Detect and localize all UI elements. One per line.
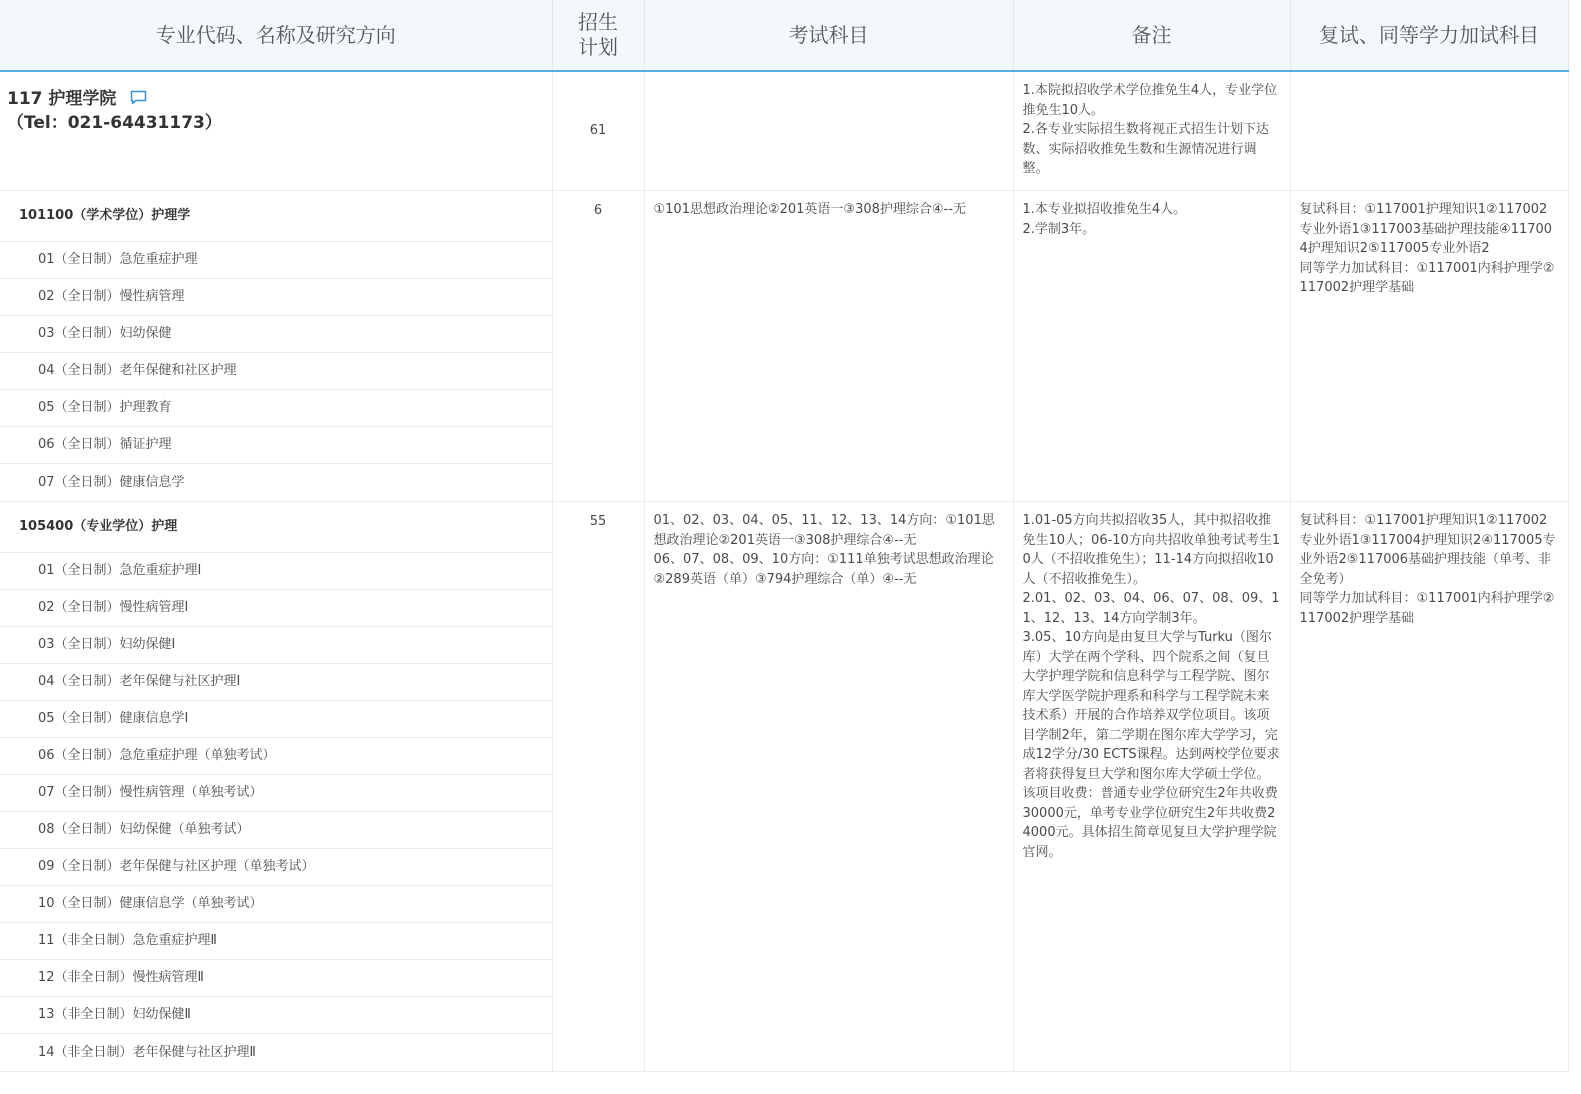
header-plan [552, 0, 644, 71]
direction-item: 10（全日制）健康信息学（单独考试） [0, 886, 552, 923]
college-plan: 61 [552, 71, 644, 191]
direction-item: 06（全日制）急危重症护理（单独考试） [0, 738, 552, 775]
major-plan-value: 55 [589, 514, 607, 529]
exam-line: 01、02、03、04、05、11、12、13、14方向：①101思想政治理论②201英语一③308护理综合④--无 [653, 513, 995, 548]
direction-item: 11（非全日制）急危重症护理Ⅱ [0, 923, 552, 960]
header-exam: 考试科目 [644, 0, 1013, 71]
college-tel: （Tel：021-64431173） [7, 113, 222, 133]
college-note-1: 1.本院拟招收学术学位推免生4人，专业学位推免生10人。 [1022, 83, 1278, 118]
direction-item: 08（全日制）妇幼保健（单独考试） [0, 812, 552, 849]
header-notes: 备注 [1013, 0, 1290, 71]
direction-item: 07（全日制）慢性病管理（单独考试） [0, 775, 552, 812]
college-notes [1013, 71, 1290, 191]
header-plan-line-1: 招生 [578, 10, 618, 34]
header-major: 专业代码、名称及研究方向 [0, 0, 552, 71]
exam-line: 06、07、08、09、10方向：①111单独考试思想政治理论②289英语（单）③794护理综合（单）④--无 [653, 552, 994, 587]
major-plan [552, 502, 644, 1072]
header-row [0, 0, 1568, 71]
college-retest [1290, 71, 1568, 191]
direction-item: 04（全日制）老年保健与社区护理Ⅰ [0, 664, 552, 701]
major-cell [0, 191, 552, 502]
college-cell [0, 71, 552, 191]
major-exam [644, 502, 1013, 1072]
major-cell [0, 502, 552, 1072]
direction-item: 05（全日制）健康信息学Ⅰ [0, 701, 552, 738]
direction-item: 01（全日制）急危重症护理 [0, 242, 552, 279]
major-title[interactable]: 105400（专业学位）护理 [0, 502, 552, 553]
header-plan-line-2: 计划 [578, 35, 618, 59]
note-line: 1.01-05方向共拟招收35人，其中拟招收推免生10人；06-10方向共招收单独考试考生10人（不招收推免生）；11-14方向拟招收10人（不招收推免生）。 [1022, 513, 1281, 587]
direction-item: 03（全日制）妇幼保健Ⅰ [0, 627, 552, 664]
retest-line: 同等学力加试科目：①117001内科护理学②117002护理学基础 [1299, 260, 1555, 295]
college-row [0, 71, 1568, 191]
direction-item: 02（全日制）慢性病管理Ⅰ [0, 590, 552, 627]
major-retest [1290, 191, 1568, 502]
note-line: 3.05、10方向是由复旦大学与Turku（图尔库）大学在两个学科、四个院系之间（复旦大学护理学院和信息科学与工程学院、图尔库大学医学院护理系和科学与工程学院未来技术系）开展的合作培养双学位项目。该项目学制2年，第二学期在图尔库大学学习，完成12学分/30 ECTS课程。达到两校学位要求者将获得复旦大学和图尔库大学硕士学位。该项目收费：普通专业学位研究生2年共收费30000元，单考专业学位研究生2年共收费24000元。具体招生简章见复旦大学护理学院官网。 [1022, 630, 1280, 860]
major-row [0, 502, 1568, 1072]
direction-item: 07（全日制）健康信息学 [38, 474, 185, 490]
major-notes [1013, 191, 1290, 502]
direction-item: 04（全日制）老年保健和社区护理 [0, 353, 552, 390]
college-exam [644, 71, 1013, 191]
direction-item: 13（非全日制）妇幼保健Ⅱ [0, 997, 552, 1034]
major-plan [552, 191, 644, 502]
retest-line: 复试科目：①117001护理知识1②117002专业外语1③117003基础护理技能④117004护理知识2⑤117005专业外语2 [1299, 202, 1553, 256]
retest-line: 同等学力加试科目：①117001内科护理学②117002护理学基础 [1299, 591, 1555, 626]
direction-item: 03（全日制）妇幼保健 [0, 316, 552, 353]
retest-line: 复试科目：①117001护理知识1②117002专业外语1③117004护理知识2④117005专业外语2⑤117006基础护理技能（单考、非全免考） [1299, 513, 1556, 587]
major-row [0, 191, 1568, 502]
note-line: 2.学制3年。 [1022, 221, 1096, 237]
major-retest [1290, 502, 1568, 1072]
major-title[interactable]: 101100（学术学位）护理学 [0, 191, 552, 242]
major-plan-value: 6 [593, 203, 603, 218]
direction-item: 02（全日制）慢性病管理 [0, 279, 552, 316]
direction-item: 01（全日制）急危重症护理Ⅰ [0, 553, 552, 590]
direction-item: 09（全日制）老年保健与社区护理（单独考试） [0, 849, 552, 886]
direction-item: 06（全日制）循证护理 [0, 427, 552, 464]
direction-item: 12（非全日制）慢性病管理Ⅱ [0, 960, 552, 997]
exam-line: ①101思想政治理论②201英语一③308护理综合④--无 [653, 202, 966, 217]
college-name: 117 护理学院 [7, 89, 117, 110]
direction-item: 14（非全日制）老年保健与社区护理Ⅱ [38, 1044, 256, 1060]
college-note-2: 2.各专业实际招生数将视正式招生计划下达数、实际招收推免生数和生源情况进行调整。 [1022, 122, 1269, 176]
note-line: 1.本专业拟招收推免生4人。 [1022, 202, 1187, 217]
major-exam [644, 191, 1013, 502]
chat-bubble-icon[interactable] [130, 90, 147, 111]
header-retest: 复试、同等学力加试科目 [1290, 0, 1568, 71]
note-line: 2.01、02、03、04、06、07、08、09、11、12、13、14方向学制3年。 [1022, 591, 1280, 626]
direction-item: 05（全日制）护理教育 [0, 390, 552, 427]
major-notes [1013, 502, 1290, 1072]
